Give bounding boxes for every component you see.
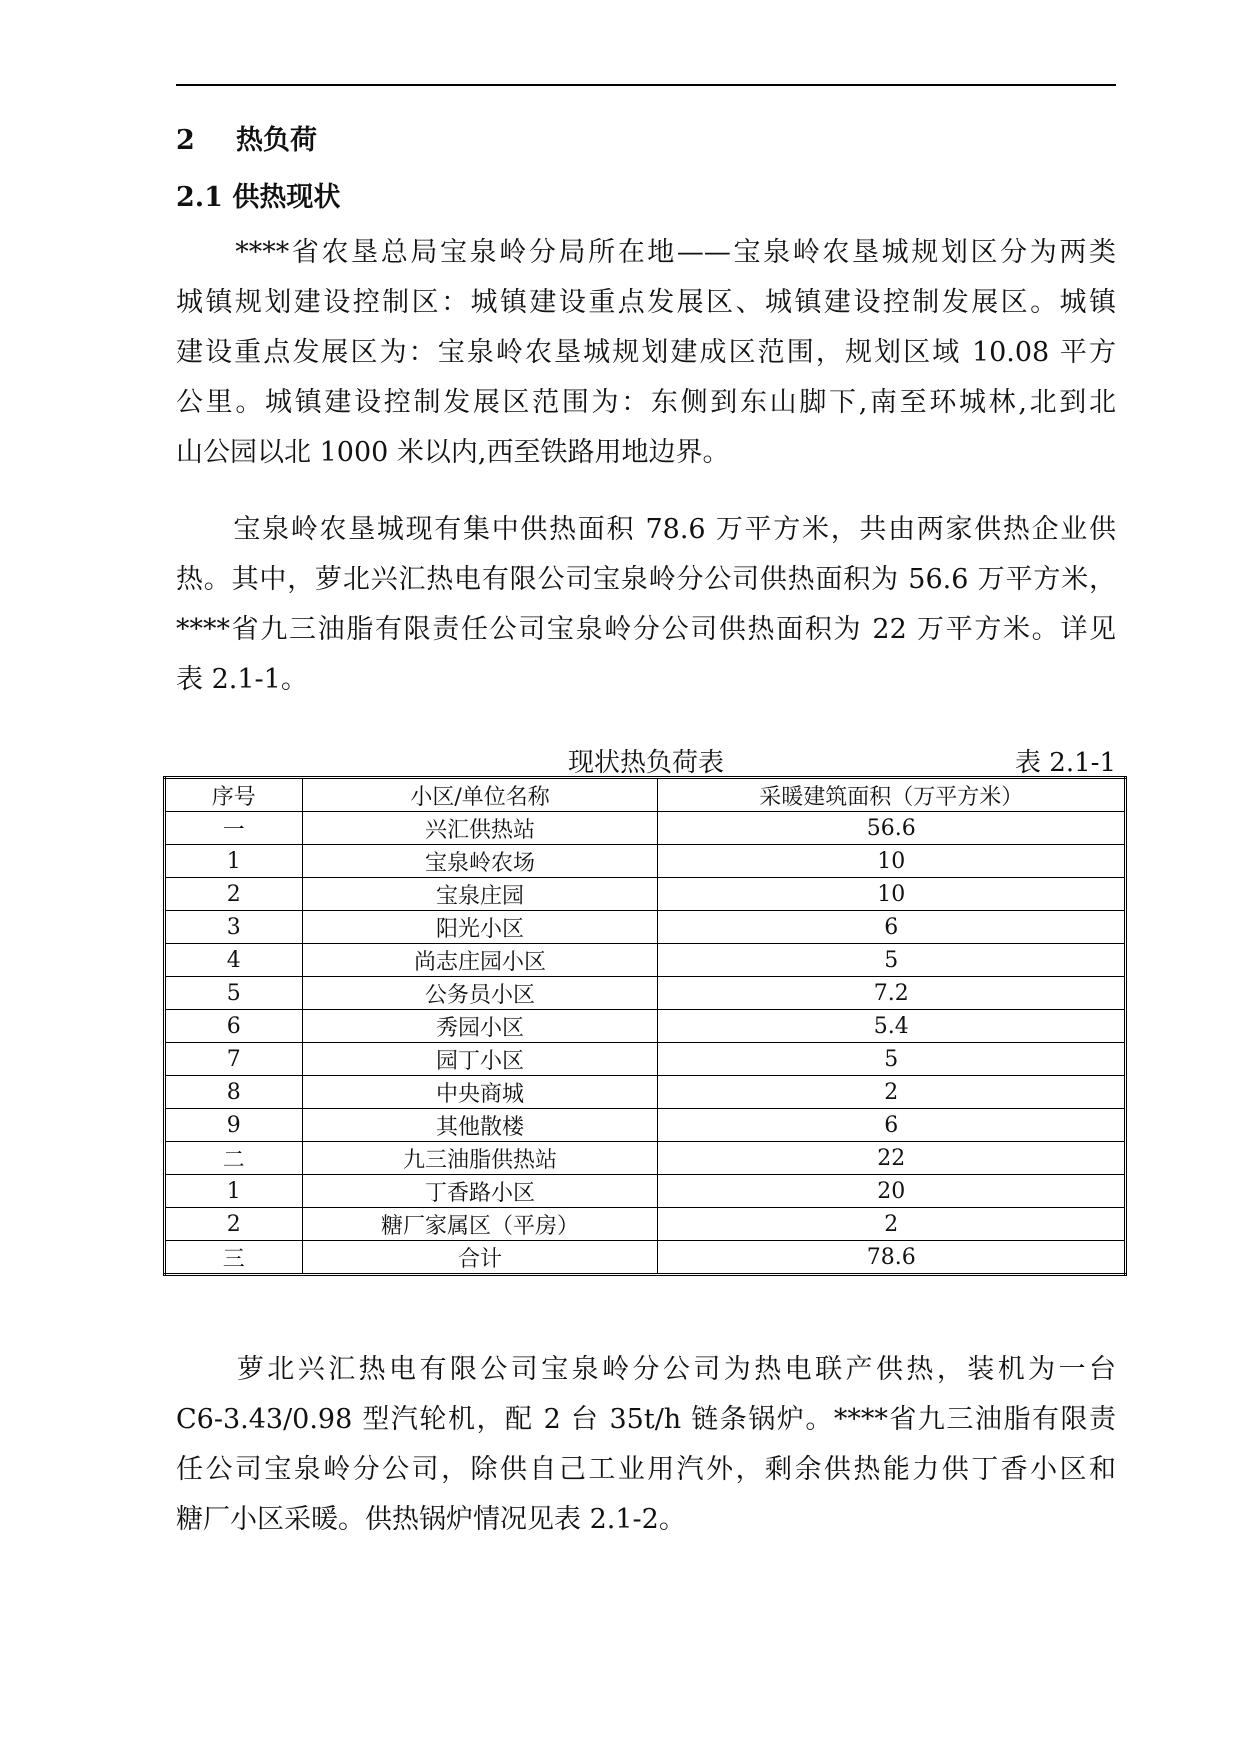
section-number: 2 <box>176 125 195 156</box>
cell-area: 5 <box>658 944 1126 977</box>
cell-area: 6 <box>658 1109 1126 1142</box>
header-rule <box>176 84 1116 86</box>
table-number: 表 2.1-1 <box>1015 748 1116 778</box>
table-row <box>165 1010 1126 1043</box>
paragraph-line: 建设重点发展区为：宝泉岭农垦城规划建成区范围，规划区域 10.08 平方 <box>176 337 1116 368</box>
table-row <box>165 911 1126 944</box>
section-title: 热负荷 <box>236 125 317 156</box>
table-row <box>165 1208 1126 1241</box>
cell-name: 公务员小区 <box>302 977 658 1010</box>
cell-area: 2 <box>658 1208 1126 1241</box>
paragraph-line: ****省农垦总局宝泉岭分局所在地——宝泉岭农垦城规划区分为两类 <box>176 237 1116 268</box>
cell-name: 秀园小区 <box>302 1010 658 1043</box>
paragraph-line: ****省九三油脂有限责任公司宝泉岭分公司供热面积为 22 万平方米。详见 <box>176 614 1116 645</box>
cell-name: 其他散楼 <box>302 1109 658 1142</box>
cell-area: 10 <box>658 845 1126 878</box>
cell-index: 1 <box>165 845 303 878</box>
cell-name: 九三油脂供热站 <box>302 1142 658 1175</box>
cell-area: 2 <box>658 1076 1126 1109</box>
cell-area: 22 <box>658 1142 1126 1175</box>
cell-name: 丁香路小区 <box>302 1175 658 1208</box>
paragraph-line: 山公园以北 1000 米以内,西至铁路用地边界。 <box>176 437 730 468</box>
cell-name: 中央商城 <box>302 1076 658 1109</box>
table-row <box>165 977 1126 1010</box>
cell-area: 56.6 <box>658 812 1126 845</box>
paragraph-heating-area <box>176 505 1116 705</box>
table-row <box>165 1175 1126 1208</box>
paragraph-line: C6-3.43/0.98 型汽轮机，配 2 台 35t/h 链条锅炉。****省九三油脂有限责 <box>176 1404 1116 1435</box>
cell-index: 4 <box>165 944 303 977</box>
table-row <box>165 1076 1126 1109</box>
table-caption <box>176 742 1116 776</box>
cell-index: 5 <box>165 977 303 1010</box>
header-area: 采暖建筑面积（万平方米） <box>658 778 1126 812</box>
cell-area: 5 <box>658 1043 1126 1076</box>
paragraph-line: 任公司宝泉岭分公司，除供自己工业用汽外，剩余供热能力供丁香小区和 <box>176 1454 1116 1485</box>
paragraph-boiler-info <box>176 1345 1116 1545</box>
cell-name: 宝泉庄园 <box>302 878 658 911</box>
subsection-heading: 2.1 供热现状 <box>176 182 341 213</box>
cell-index: 三 <box>165 1241 303 1275</box>
cell-index: 7 <box>165 1043 303 1076</box>
table-row <box>165 944 1126 977</box>
table-row <box>165 1241 1126 1275</box>
paragraph-line: 表 2.1-1。 <box>176 664 308 695</box>
cell-area: 78.6 <box>658 1241 1126 1275</box>
cell-index: 二 <box>165 1142 303 1175</box>
table-row <box>165 1109 1126 1142</box>
header-index: 序号 <box>165 778 303 812</box>
cell-area: 6 <box>658 911 1126 944</box>
cell-index: 3 <box>165 911 303 944</box>
cell-name: 园丁小区 <box>302 1043 658 1076</box>
cell-name: 兴汇供热站 <box>302 812 658 845</box>
heat-load-table <box>163 776 1127 1276</box>
table-row <box>165 1043 1126 1076</box>
cell-index: 1 <box>165 1175 303 1208</box>
paragraph-planning-area <box>176 228 1116 478</box>
table-row <box>165 845 1126 878</box>
paragraph-line: 糖厂小区采暖。供热锅炉情况见表 2.1-2。 <box>176 1504 686 1535</box>
section-heading <box>176 118 317 157</box>
header-name: 小区/单位名称 <box>302 778 658 812</box>
cell-area: 10 <box>658 878 1126 911</box>
table-row <box>165 812 1126 845</box>
table-header-row <box>165 778 1126 812</box>
cell-area: 7.2 <box>658 977 1126 1010</box>
cell-area: 5.4 <box>658 1010 1126 1043</box>
cell-name: 糖厂家属区（平房） <box>302 1208 658 1241</box>
cell-area: 20 <box>658 1175 1126 1208</box>
cell-index: 9 <box>165 1109 303 1142</box>
cell-name: 合计 <box>302 1241 658 1275</box>
paragraph-line: 公里。城镇建设控制发展区范围为：东侧到东山脚下,南至环城林,北到北 <box>176 387 1116 418</box>
paragraph-line: 热。其中，萝北兴汇热电有限公司宝泉岭分公司供热面积为 56.6 万平方米， <box>176 564 1116 595</box>
cell-name: 尚志庄园小区 <box>302 944 658 977</box>
cell-index: 一 <box>165 812 303 845</box>
paragraph-line: 城镇规划建设控制区：城镇建设重点发展区、城镇建设控制发展区。城镇 <box>176 287 1116 318</box>
cell-index: 6 <box>165 1010 303 1043</box>
cell-index: 2 <box>165 878 303 911</box>
cell-index: 8 <box>165 1076 303 1109</box>
cell-name: 阳光小区 <box>302 911 658 944</box>
table-row <box>165 878 1126 911</box>
cell-name: 宝泉岭农场 <box>302 845 658 878</box>
table-title: 现状热负荷表 <box>567 748 724 778</box>
table-row <box>165 1142 1126 1175</box>
paragraph-line: 宝泉岭农垦城现有集中供热面积 78.6 万平方米，共由两家供热企业供 <box>176 514 1116 545</box>
cell-index: 2 <box>165 1208 303 1241</box>
paragraph-line: 萝北兴汇热电有限公司宝泉岭分公司为热电联产供热，装机为一台 <box>176 1354 1116 1385</box>
